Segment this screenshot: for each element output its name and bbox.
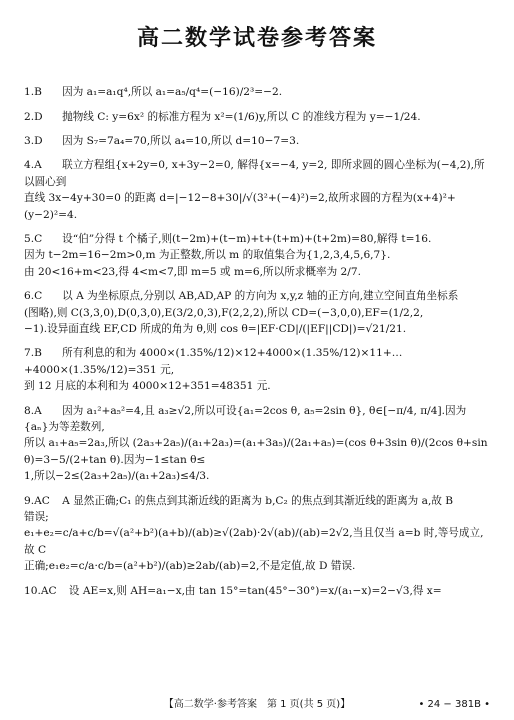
answer-item	[24, 345, 490, 394]
answer-line	[24, 435, 490, 468]
answer-line	[24, 378, 490, 394]
answer-number: 4.	[24, 159, 35, 172]
answer-line	[24, 157, 490, 190]
answer-text: 以 A 为坐标原点,分别以 AB,AD,AP 的方向为 x,y,z 轴的正方向,建立空间直角坐标系	[62, 290, 459, 303]
footer-doc-code: • 24 − 381B •	[418, 698, 490, 710]
answer-choice: C	[34, 290, 43, 303]
answer-number: 1.	[24, 86, 35, 99]
answer-text: 设 AE=x,则 AH=a₁−x,由 tan 15°=tan(45°−30°)=x/(a₁−x)=2−√3,得 x=	[68, 584, 442, 597]
answer-line	[24, 493, 490, 509]
answers-list	[24, 84, 490, 599]
answer-text: 因为 a₁²+a₅²=4,且 a₃≥√2,所以可设{a₁=2cos θ, a₅=2sin θ}, θ∈[−π/4, π/4].因为{aₙ}为等差数列,	[24, 404, 467, 433]
answer-text: 联立方程组{x+2y=0, x+3y−2=0, 解得{x=−4, y=2, 即所求圆的圆心坐标为(−4,2),所以圆心到	[24, 159, 485, 188]
answer-line	[24, 231, 490, 247]
answer-item	[24, 133, 490, 149]
answer-line	[24, 109, 490, 125]
answer-line	[24, 133, 490, 149]
answer-text: (图略),则 C(3,3,0),D(0,3,0),E(3/2,0,3),F(2,2,2),所以 CD=(−3,0,0),EF=(1/2,2,	[24, 306, 424, 319]
answer-number: 8.	[24, 404, 35, 417]
answer-number: 5.	[24, 232, 35, 245]
answer-text: 所以 a₁+a₅=2a₃,所以 (2a₃+2a₅)/(a₁+2a₃)=(a₁+3a₅)/(2a₁+a₅)=(cos θ+3sin θ)/(2cos θ+sin θ)=3−5/(2+tan θ).因为−1≤tan θ≤	[24, 437, 488, 466]
answer-line	[24, 468, 490, 484]
answer-choice: C	[34, 232, 43, 245]
answer-text: 因为 a₁=a₁q⁴,所以 a₁=a₅/q⁴=(−16)/2³=−2.	[62, 86, 283, 99]
answer-choice: AC	[40, 584, 57, 597]
answer-number: 6.	[24, 290, 35, 303]
answer-number: 2.	[24, 110, 35, 123]
answer-line	[24, 264, 490, 280]
answer-line	[24, 558, 490, 574]
answer-line	[24, 305, 490, 321]
answer-text: −1).设异面直线 EF,CD 所成的角为 θ,则 cos θ=|EF·CD|/(|EF||CD|)=√21/21.	[24, 322, 407, 335]
answer-text: A 显然正确;C₁ 的焦点到其渐近线的距离为 b,C₂ 的焦点到其渐近线的距离为 a,故 B	[62, 494, 454, 507]
answer-text: 1,所以−2≤(2a₃+2a₅)/(a₁+2a₃)≤4/3.	[24, 470, 210, 483]
answer-number: 3.	[24, 134, 35, 147]
answer-line	[24, 583, 490, 599]
answer-choice: A	[34, 404, 42, 417]
answer-number: 10.	[24, 584, 41, 597]
answer-text: 因为 S₇=7a₄=70,所以 a₄=10,所以 d=10−7=3.	[62, 134, 300, 147]
answer-text: 到 12 月底的本利和为 4000×12+351=48351 元.	[24, 380, 271, 393]
answer-choice: D	[34, 110, 43, 123]
answer-text: 因为 t−2m=16−2m>0,m 为正整数,所以 m 的取值集合为{1,2,3,4,5,6,7}.	[24, 249, 391, 262]
answer-choice: AC	[34, 494, 50, 507]
answer-text: 设“伯”分得 t 个橘子,则(t−2m)+(t−m)+t+(t+m)+(t+2m)=80,解得 t=16.	[62, 232, 432, 245]
answer-text: 正确;e₁e₂=c/a·c/b=(a²+b²)/(ab)≥2ab/(ab)=2,不是定值,故 D 错误.	[24, 560, 356, 573]
page-title: 高二数学试卷参考答案	[136, 26, 377, 51]
answer-choice: B	[34, 347, 42, 360]
answer-line	[24, 403, 490, 436]
answer-item	[24, 493, 490, 575]
answer-number: 7.	[24, 347, 35, 360]
answer-line	[24, 247, 490, 263]
answer-item	[24, 231, 490, 280]
answer-item	[24, 109, 490, 125]
answer-text: 所有利息的和为 4000×(1.35%/12)×12+4000×(1.35%/12)×11+…+4000×(1.35%/12)=351 元,	[24, 347, 403, 376]
answer-text: e₁+e₂=c/a+c/b=√(a²+b²)(a+b)/(ab)≥√(2ab)·2√(ab)/(ab)=2√2,当且仅当 a=b 时,等号成立,故 C	[24, 527, 484, 556]
answer-line	[24, 84, 490, 100]
answer-line	[24, 321, 490, 337]
answer-item	[24, 403, 490, 485]
answer-number: 9.	[24, 494, 35, 507]
footer-page-info: 【高二数学·参考答案 第 1 页(共 5 页)】	[163, 698, 351, 710]
page-footer	[24, 697, 490, 713]
answer-choice: B	[34, 86, 42, 99]
answer-line	[24, 288, 490, 304]
answer-line	[24, 509, 490, 525]
answer-item	[24, 288, 490, 337]
answer-text: 抛物线 C: y=6x² 的标准方程为 x²=(1/6)y,所以 C 的准线方程为 y=−1/24.	[62, 110, 421, 123]
answer-item	[24, 157, 490, 223]
answer-text: 由 20<16+m<23,得 4<m<7,即 m=5 或 m=6,所以所求概率为 2/7.	[24, 265, 361, 278]
answer-text: 直线 3x−4y+30=0 的距离 d=|−12−8+30|/√(3²+(−4)²)=2,故所求圆的方程为(x+4)²+(y−2)²=4.	[24, 192, 456, 221]
answer-choice: D	[34, 134, 43, 147]
answer-line	[24, 190, 490, 223]
answer-line	[24, 525, 490, 558]
answer-choice: A	[34, 159, 42, 172]
answer-line	[24, 345, 490, 378]
answer-item	[24, 84, 490, 100]
answer-item	[24, 583, 490, 599]
answer-text: 错误;	[24, 511, 49, 524]
